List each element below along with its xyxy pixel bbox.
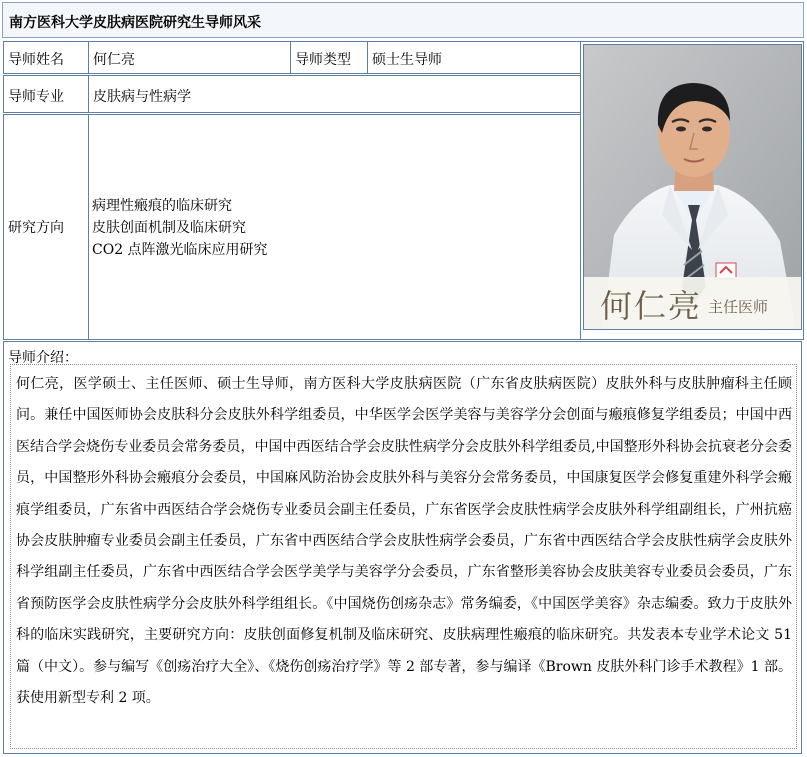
page-title: 南方医科大学皮肤病医院研究生导师风采 [9,15,261,31]
intro-label: 导师介绍： [8,350,78,366]
photo-caption-name: 何仁亮 [600,287,703,325]
direction-item: 皮肤创面机制及临床研究 [92,220,246,236]
type-label: 导师类型 [295,52,351,68]
major-value-cell [88,75,581,113]
direction-value-cell [88,114,581,340]
photo-caption-title: 主任医师 [708,298,769,316]
direction-label-cell [3,114,89,340]
major-label: 导师专业 [8,89,64,105]
name-value-cell [88,41,291,74]
portrait-photo [583,44,802,330]
intro-body [10,364,797,749]
major-value: 皮肤病与性病学 [93,89,191,105]
name-label-cell [3,41,89,74]
title-bar [2,2,804,38]
intro-section [3,341,802,754]
type-label-cell [290,41,368,74]
name-value: 何仁亮 [93,52,135,68]
direction-item: CO2 点阵激光临床应用研究 [92,242,268,258]
type-value: 硕士生导师 [372,52,442,68]
intro-text: 何仁亮，医学硕士、主任医师、硕士生导师，南方医科大学皮肤病医院（广东省皮肤病医院）皮肤外科与皮肤肿瘤科主任顾问。兼任中国医师协会皮肤科分会皮肤外科学组委员，中华医学会医学美容与美容学分会创面与瘢痕修复学组委员；中国中西医结合学会烧伤专业委员会常务委员，中国中西医结合学会皮肤性病学分会皮肤外科学组委员,中国整形外科协会抗衰老分会委员，中国整形外科协会瘢痕分会委员，中国麻风防治协会皮肤外科与美容分会常务委员，中国康复医学会修复重建外科学会瘢痕学组委员，广东省中西医结合学会烧伤专业委员会副主任委员，广东省医学会皮肤性病学会皮肤外科学组副组长，广州抗癌协会皮肤肿瘤专业委员会副主任委员，广东省中西医结合学会皮肤性病学会委员，广东省中西医结合学会皮肤性病学会皮肤外科学组副主任委员，广东省中西医结合学会医学美学与美容学分会委员，广东省整形美容协会皮肤美容专业委员会委员，广东省预防医学会皮肤性病学分会皮肤外科学组组长。《中国烧伤创疡杂志》常务编委，《中国医学美容》杂志编委。致力于皮肤外科的临床实践研究，主要研究方向：皮肤创面修复机制及临床研究、皮肤病理性瘢痕的临床研究。共发表本专业学术论文 51 篇（中文）。参与编写《创疡治疗大全》、《烧伤创疡治疗学》等 2 部专著，参与编译《Brown 皮肤外科门诊手术教程》1 部。获使用新型专利 2 项。 [16,376,792,707]
name-label: 导师姓名 [8,52,64,68]
major-label-cell [3,75,89,113]
direction-label: 研究方向 [8,220,64,236]
type-value-cell [367,41,581,74]
direction-list [92,195,268,261]
direction-item: 病理性瘢痕的临床研究 [92,198,232,214]
